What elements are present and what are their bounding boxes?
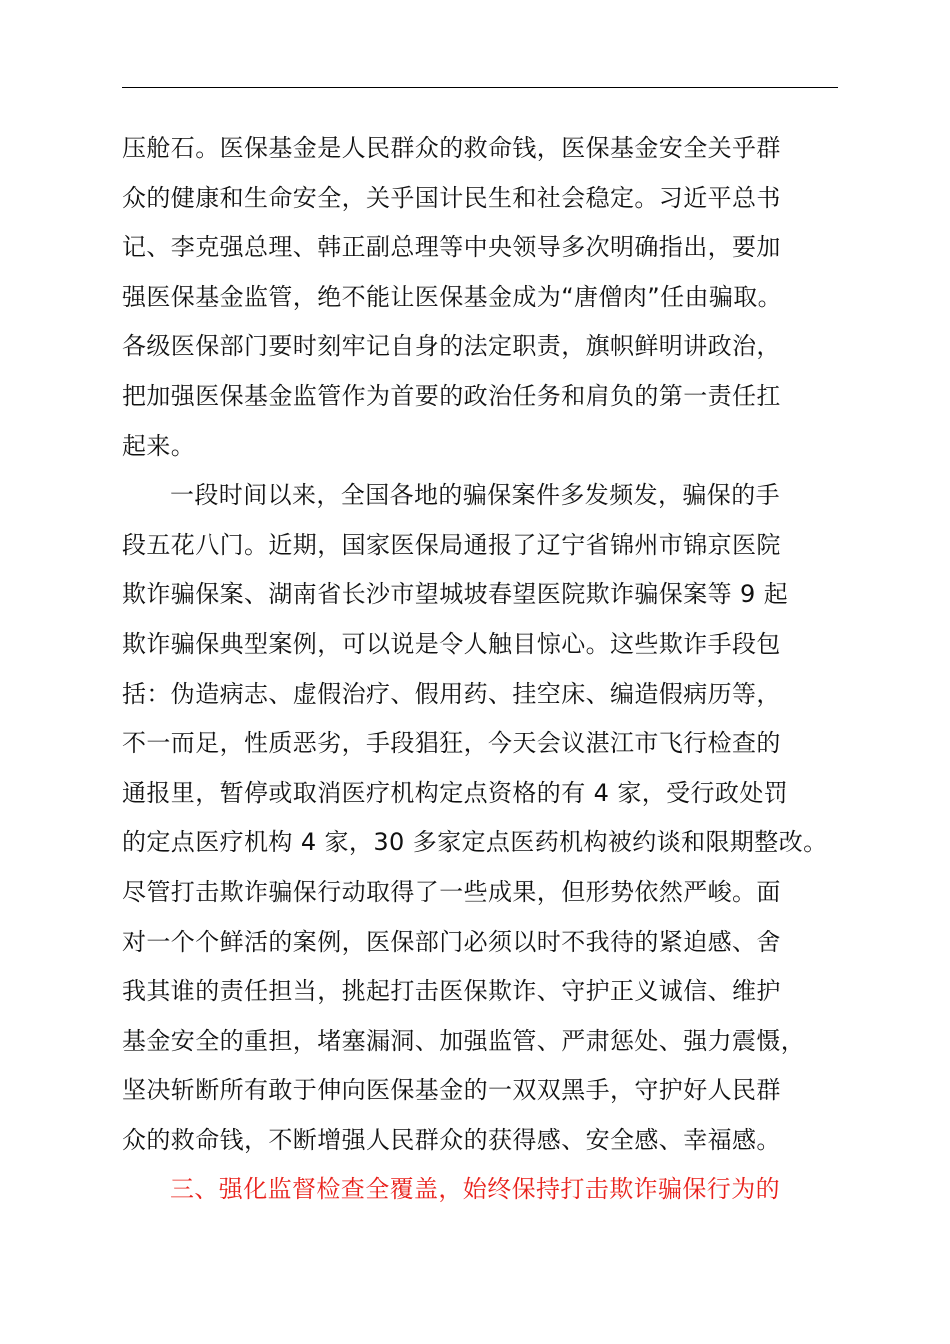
paragraph-2: [122, 471, 882, 1165]
text-line: 括：伪造病志、虚假治疗、假用药、挂空床、编造假病历等，: [122, 679, 781, 708]
text-line: 起来。: [122, 431, 196, 460]
text-line: 尽管打击欺诈骗保行动取得了一些成果，但形势依然严峻。面: [122, 877, 781, 906]
text-line: 压舱石。医保基金是人民群众的救命钱，医保基金安全关乎群: [122, 134, 781, 162]
text-line: 坚决斩断所有敢于伸向医保基金的一双双黑手，守护好人民群: [122, 1076, 781, 1105]
text-line: 段五花八门。近期，国家医保局通报了辽宁省锦州市锦京医院: [122, 530, 781, 559]
section-heading-3: 三、强化监督检查全覆盖，始终保持打击欺诈骗保行为的: [170, 1175, 780, 1204]
text-line: 众的健康和生命安全，关乎国计民生和社会稳定。习近平总书: [122, 183, 781, 212]
text-line: 一段时间以来，全国各地的骗保案件多发频发，骗保的手: [170, 481, 780, 510]
text-line: 把加强医保基金监管作为首要的政治任务和肩负的第一责任扛: [122, 381, 781, 410]
text-line: 通报里，暂停或取消医疗机构定点资格的有 4 家，受行政处罚: [122, 778, 789, 807]
text-line: 欺诈骗保典型案例，可以说是令人触目惊心。这些欺诈手段包: [122, 629, 781, 658]
document-body: [122, 124, 882, 1215]
paragraph-1: [122, 124, 882, 471]
text-line: 欺诈骗保案、湖南省长沙市望城坡春望医院欺诈骗保案等 9 起: [122, 580, 789, 609]
text-line: 的定点医疗机构 4 家，30 多家定点医药机构被约谈和限期整改。: [122, 828, 828, 857]
text-line: 强医保基金监管，绝不能让医保基金成为“唐僧肉”任由骗取。: [122, 282, 783, 311]
header-rule: [122, 87, 838, 88]
text-line: 不一而足，性质恶劣，手段猖狂，今天会议湛江市飞行检查的: [122, 729, 781, 758]
text-line: 基金安全的重担，堵塞漏洞、加强监管、严肃惩处、强力震慑，: [122, 1026, 806, 1055]
text-line: 对一个个鲜活的案例，医保部门必须以时不我待的紧迫感、舍: [122, 927, 781, 956]
text-line: 记、李克强总理、韩正副总理等中央领导多次明确指出，要加: [122, 233, 781, 262]
text-line: 我其谁的责任担当，挑起打击医保欺诈、守护正义诚信、维护: [122, 977, 781, 1006]
text-line: 众的救命钱，不断增强人民群众的获得感、安全感、幸福感。: [122, 1125, 781, 1154]
text-line: 各级医保部门要时刻牢记自身的法定职责，旗帜鲜明讲政治，: [122, 332, 781, 361]
